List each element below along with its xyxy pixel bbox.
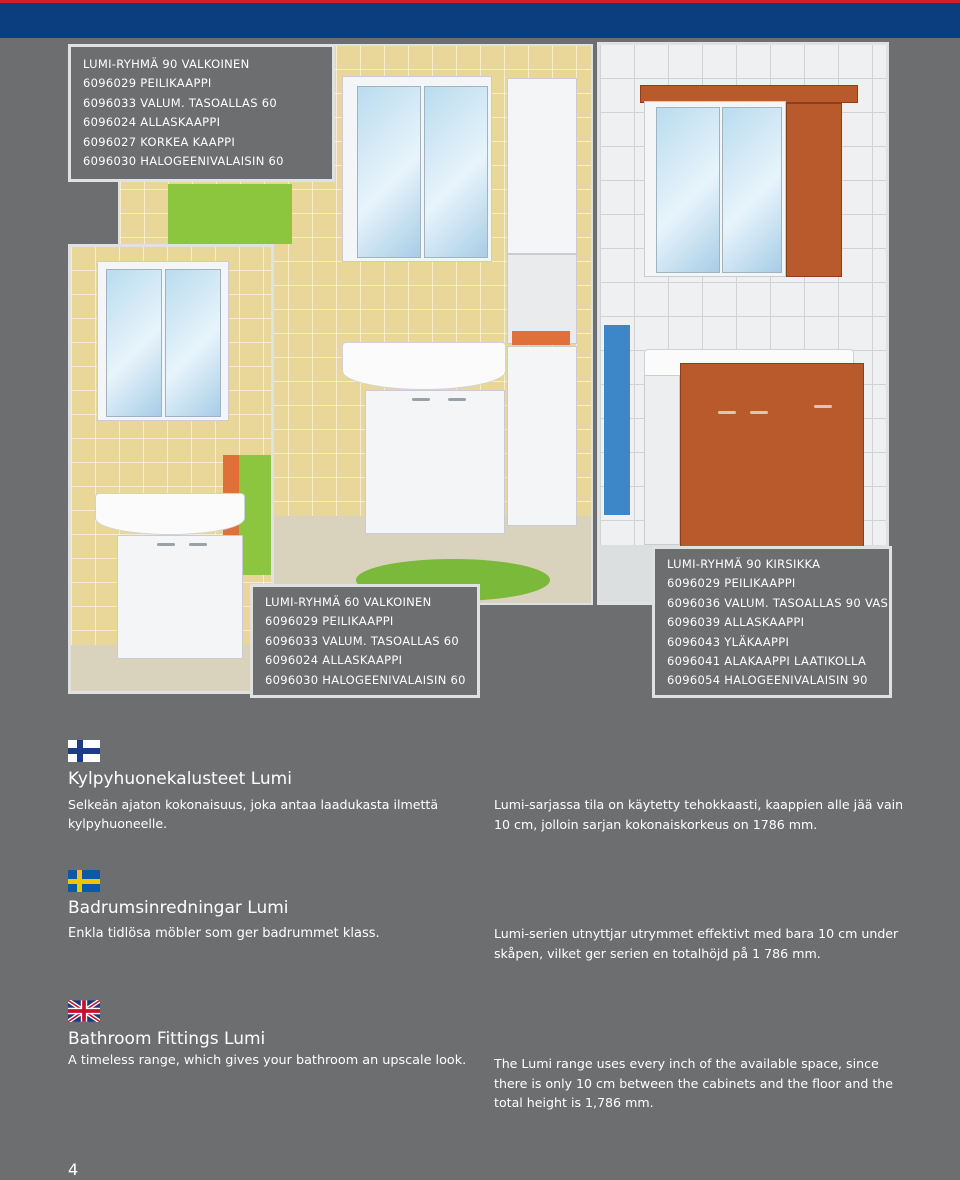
- handle: [448, 398, 466, 401]
- caption-line: 6096024 ALLASKAAPPI: [265, 653, 403, 668]
- caption-line: 6096039 ALLASKAAPPI: [667, 615, 805, 630]
- caption-line: 6096030 HALOGEENIVALAISIN 60: [83, 154, 284, 169]
- caption-line: 6096029 PEILIKAAPPI: [667, 576, 796, 591]
- tall-cabinet-lower: [507, 346, 577, 526]
- washbasin: [95, 493, 245, 535]
- finland-flag-icon: [68, 740, 100, 762]
- caption-line: LUMI-RYHMÄ 90 KIRSIKKA: [667, 557, 821, 571]
- mirror-door-right: [165, 269, 221, 417]
- handle: [157, 543, 175, 546]
- mirror-door-left: [106, 269, 162, 417]
- top-bar: [0, 0, 960, 38]
- cabinet-side: [644, 375, 680, 545]
- caption-line: 6096033 VALUM. TASOALLAS 60: [83, 95, 278, 110]
- caption-line: 6096043 YLÄKAAPPI: [667, 634, 790, 649]
- washbasin: [342, 342, 506, 390]
- caption-line: LUMI-RYHMÄ 90 VALKOINEN: [83, 57, 250, 71]
- caption-line: 6096029 PEILIKAAPPI: [83, 76, 212, 91]
- drawer-cabinet: [680, 363, 864, 547]
- caption-line: 6096054 HALOGEENIVALAISIN 90: [667, 673, 868, 688]
- en-subtitle: A timeless range, which gives your bathroom an upscale look.: [68, 1053, 467, 1068]
- page-number: 4: [68, 1160, 79, 1179]
- towel-orange: [512, 331, 570, 345]
- caption-line: 6096030 HALOGEENIVALAISIN 60: [265, 672, 466, 687]
- wall-cabinet: [786, 103, 842, 277]
- se-paragraph: Lumi-serien utnyttjar utrymmet effektivt med bara 10 cm under skåpen, vilket ger serien en totalhöjd på 1 786 mm.: [494, 926, 899, 961]
- handle: [718, 411, 736, 414]
- mirror-door-right: [424, 86, 488, 258]
- caption-lumi-90-white: [68, 44, 335, 182]
- se-subtitle: Enkla tidlösa möbler som ger badrummet klass.: [68, 926, 380, 941]
- caption-line: 6096027 KORKEA KAAPPI: [83, 134, 236, 149]
- mirror-door-left: [656, 107, 720, 273]
- towel-green: [168, 184, 292, 244]
- fi-subtitle: Selkeän ajaton kokonaisuus, joka antaa laadukasta ilmettä kylpyhuoneelle.: [68, 797, 439, 831]
- se-heading: Badrumsinredningar Lumi: [68, 898, 289, 918]
- handle: [750, 411, 768, 414]
- caption-line: 6096036 VALUM. TASOALLAS 90 VAS: [667, 595, 889, 610]
- fi-heading: Kylpyhuonekalusteet Lumi: [68, 769, 292, 789]
- handle: [189, 543, 207, 546]
- handle: [814, 405, 832, 408]
- caption-line: 6096041 ALAKAAPPI LAATIKOLLA: [667, 654, 867, 669]
- en-heading: Bathroom Fittings Lumi: [68, 1029, 266, 1049]
- handle: [412, 398, 430, 401]
- towel-blue: [604, 325, 630, 515]
- mirror-door-right: [722, 107, 782, 273]
- tall-cabinet-upper: [507, 78, 577, 254]
- caption-lumi-90-cherry: [652, 546, 892, 698]
- caption-line: 6096033 VALUM. TASOALLAS 60: [265, 633, 460, 648]
- basin-cabinet: [365, 390, 505, 534]
- sweden-flag-icon: [68, 870, 100, 892]
- uk-flag-icon: [68, 1000, 100, 1022]
- caption-line: 6096024 ALLASKAAPPI: [83, 115, 221, 130]
- caption-lumi-60-white: [250, 584, 480, 698]
- fi-paragraph: Lumi-sarjassa tila on käytetty tehokkaasti, kaappien alle jää vain 10 cm, jolloin sarjan kokonaiskorkeus on 1786 mm.: [494, 797, 904, 832]
- caption-line: 6096029 PEILIKAAPPI: [265, 614, 394, 629]
- en-paragraph: The Lumi range uses every inch of the available space, since there is only 10 cm between the cabinets and the floor and the total height is 1,786 mm.: [494, 1056, 894, 1110]
- mirror-door-left: [357, 86, 421, 258]
- basin-cabinet: [117, 535, 243, 659]
- photo-lumi-90-cherry: [597, 42, 889, 605]
- caption-line: LUMI-RYHMÄ 60 VALKOINEN: [265, 595, 432, 609]
- photo-lumi-60-white: [68, 244, 274, 694]
